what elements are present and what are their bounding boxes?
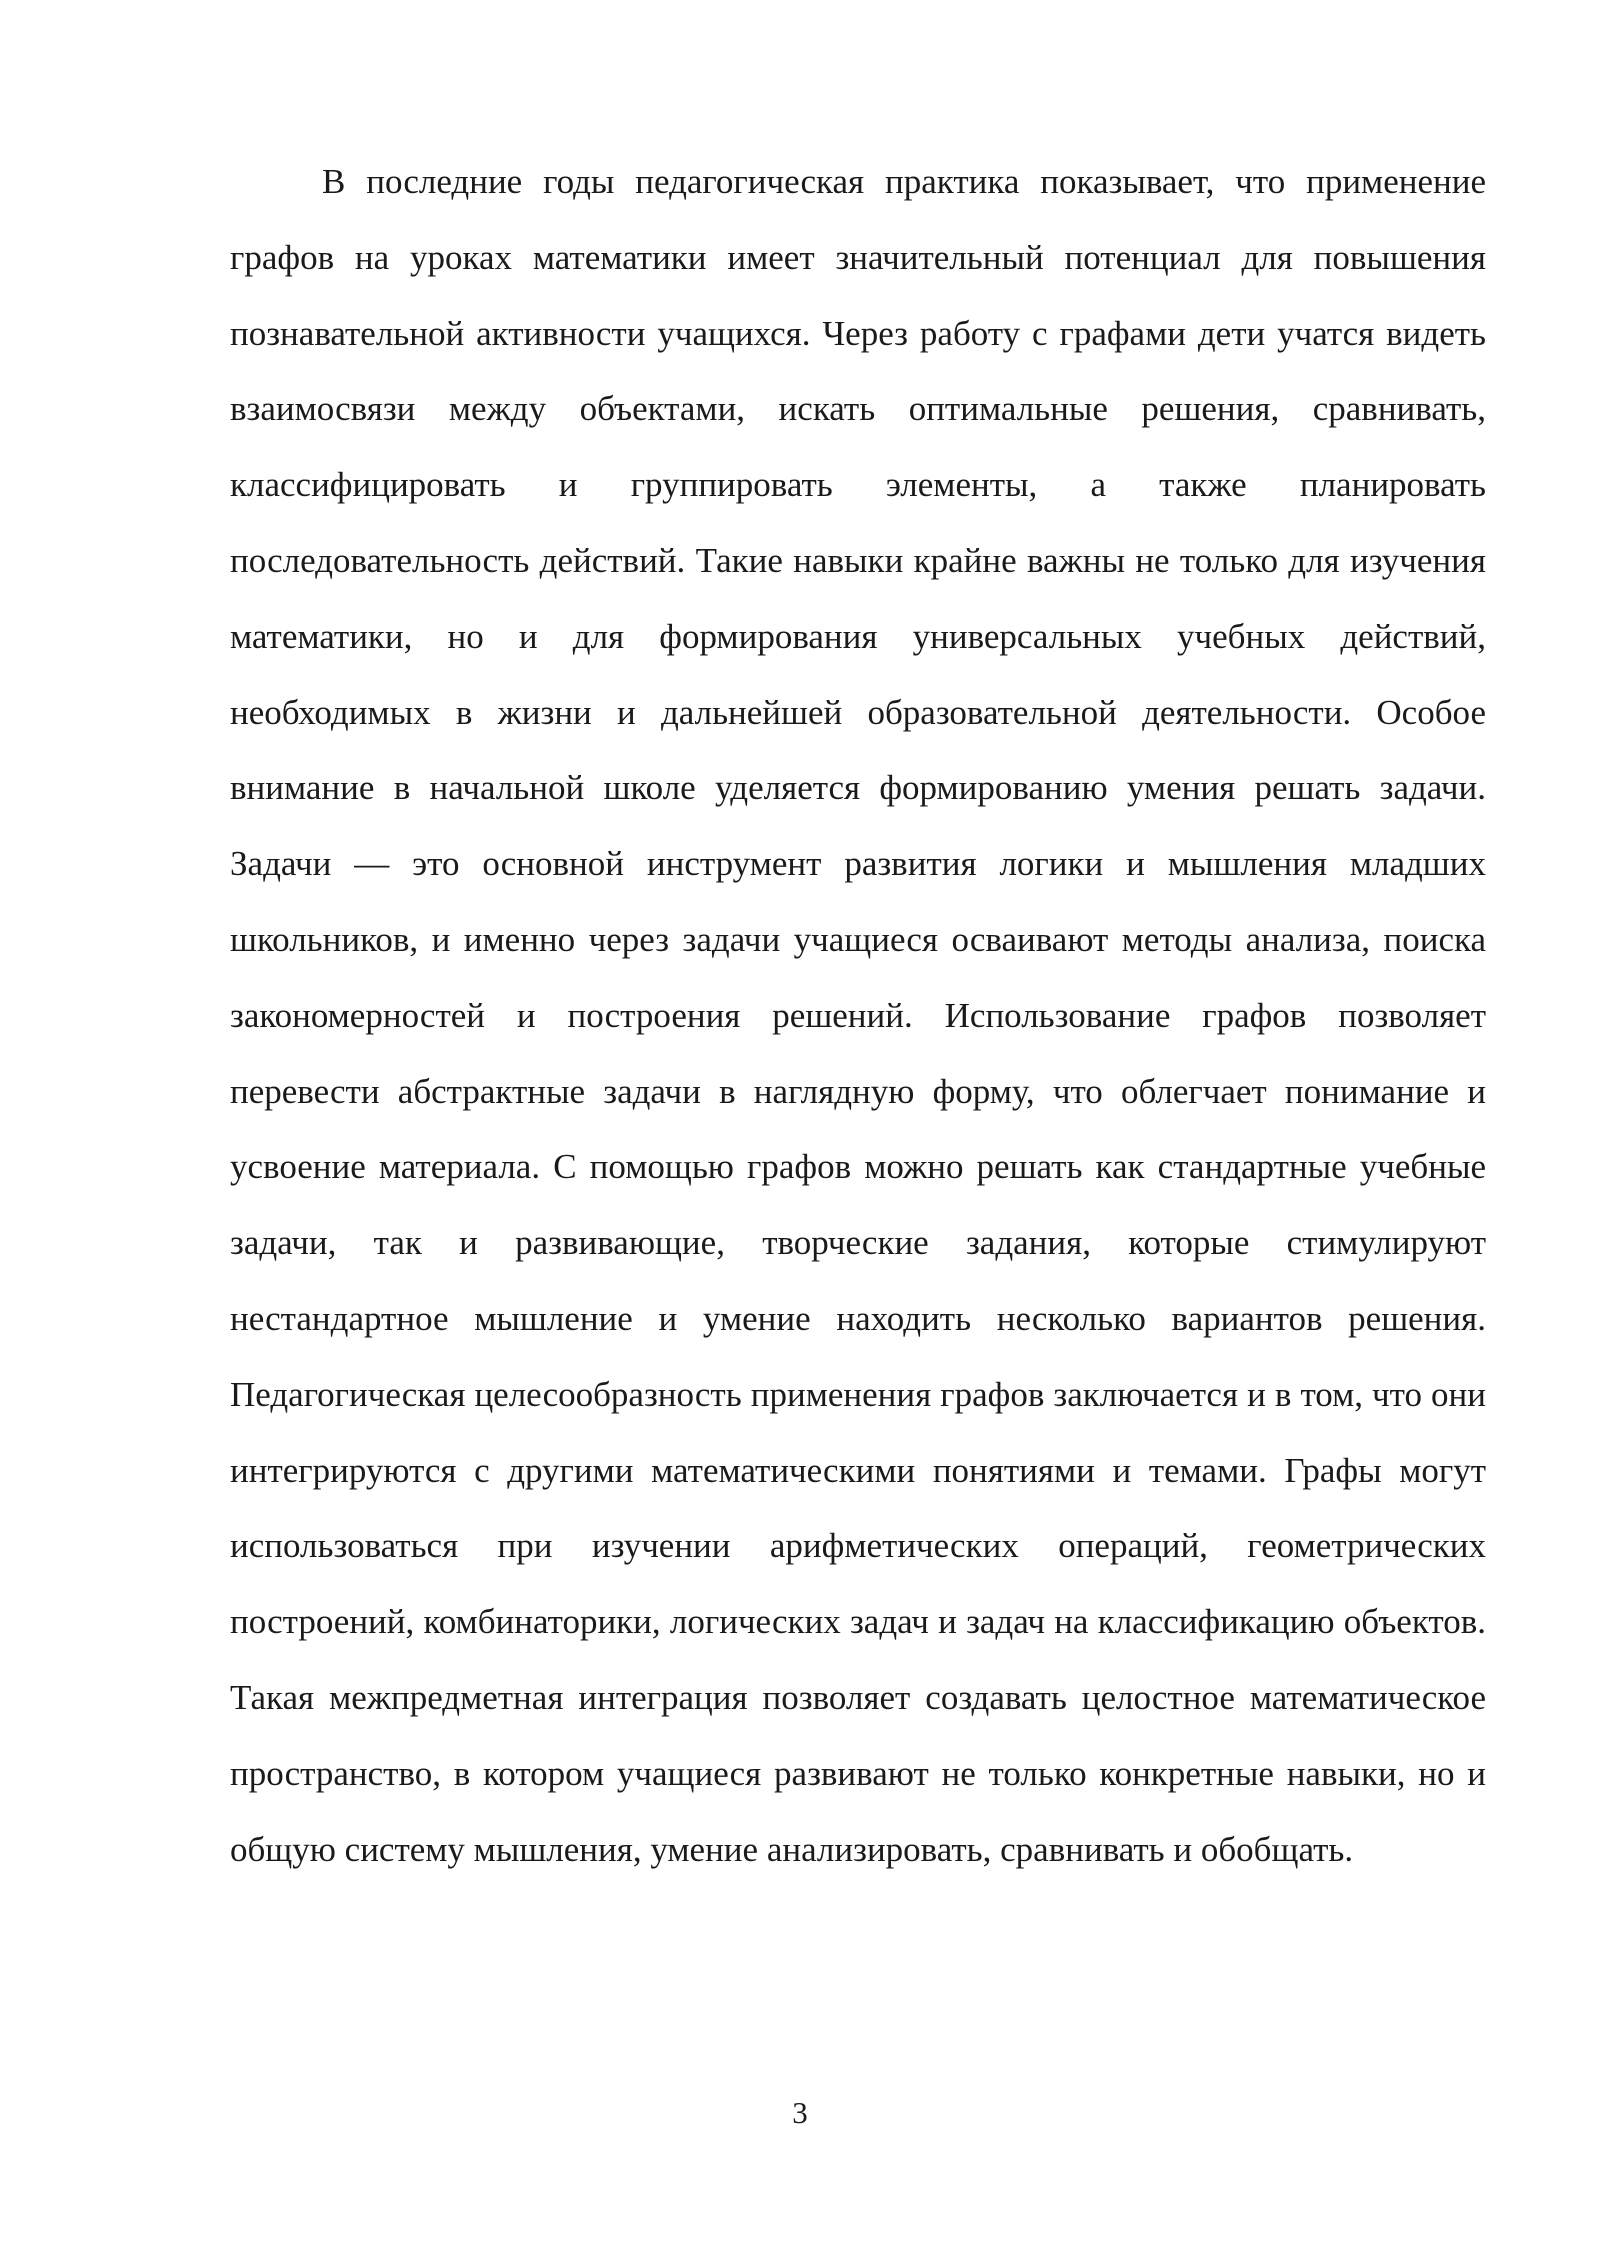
body-paragraph: В последние годы педагогическая практика показывает, что применение графов на уроках математики имеет значительный потенциал для повышения познавательной активности учащихся. Через работу с графами дети учатся видеть взаимосвязи между объектами, искать оптимальные решения, сравнивать, классифицировать и группировать элементы, а также планировать последовательность действий. Такие навыки крайне важны не только для изучения математики, но и для формирования универсальных учебных действий, необходимых в жизни и дальнейшей образовательной деятельности. Особое внимание в начальной школе уделяется формированию умения решать задачи. Задачи — это основной инструмент развития логики и мышления младших школьников, и именно через задачи учащиеся осваивают методы анализа, поиска закономерностей и построения решений. Использование графов позволяет перевести абстрактные задачи в наглядную форму, что облегчает понимание и усвоение материала. С помощью графов можно решать как стандартные учебные задачи, так и развивающие, творческие задания, которые стимулируют нестандартное мышление и умение находить несколько вариантов решения. Педагогическая целесообразность применения графов заключается и в том, что они интегрируются с другими математическими понятиями и темами. Графы могут использоваться при изучении арифметических операций, геометрических построений, комбинаторики, логических задач и задач на классификацию объектов. Такая межпредметная интеграция позволяет создавать целостное математическое пространство, в котором учащиеся развивают не только конкретные навыки, но и общую систему мышления, умение анализировать, сравнивать и обобщать. [230,162,1486,1869]
page-number: 3 [792,2095,808,2130]
